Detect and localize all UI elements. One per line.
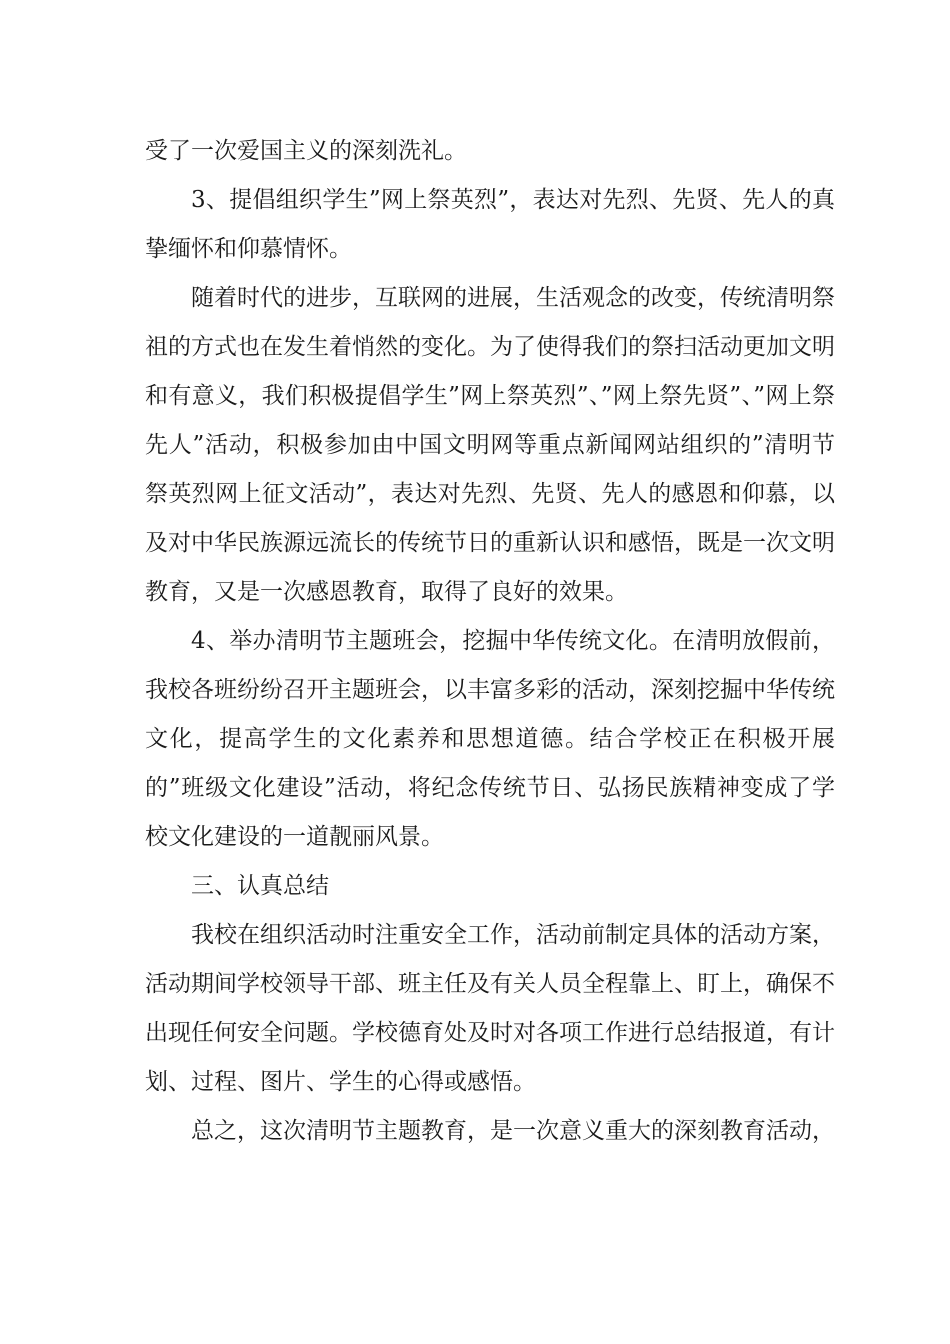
paragraph-safety: 我校在组织活动时注重安全工作，活动前制定具体的活动方案，活动期间学校领导干部、班主任及有关人员全程靠上、盯上，确保不出现任何安全问题。学校德育处及时对各项工作进行总结报道，有计划、过程、图片、学生的心得或感悟。	[145, 922, 835, 1095]
document-page	[145, 127, 835, 1156]
paragraph-continuation: 受了一次爱国主义的深刻洗礼。	[145, 138, 467, 164]
paragraph-item-3: 3、提倡组织学生”网上祭英烈”，表达对先烈、先贤、先人的真挚缅怀和仰慕情怀。	[145, 187, 835, 262]
paragraph-online-memorial: 随着时代的进步，互联网的进展，生活观念的改变，传统清明祭祖的方式也在发生着悄然的变化。为了使得我们的祭扫活动更加文明和有意义，我们积极提倡学生”网上祭英烈”、”网上祭先贤”、”网上祭先人”活动，积极参加由中国文明网等重点新闻网站组织的”清明节祭英烈网上征文活动”，表达对先烈、先贤、先人的感恩和仰慕，以及对中华民族源远流长的传统节日的重新认识和感悟，既是一次文明教育，又是一次感恩教育，取得了良好的效果。	[145, 285, 835, 605]
paragraph-conclusion: 总之，这次清明节主题教育，是一次意义重大的深刻教育活动，	[191, 1118, 835, 1144]
section-heading-summary: 三、认真总结	[191, 873, 329, 899]
paragraph-item-4: 4、举办清明节主题班会，挖掘中华传统文化。在清明放假前，我校各班纷纷召开主题班会，以丰富多彩的活动，深刻挖掘中华传统文化，提高学生的文化素养和思想道德。结合学校正在积极开展的”班级文化建设”活动，将纪念传统节日、弘扬民族精神变成了学校文化建设的一道靓丽风景。	[145, 628, 835, 850]
